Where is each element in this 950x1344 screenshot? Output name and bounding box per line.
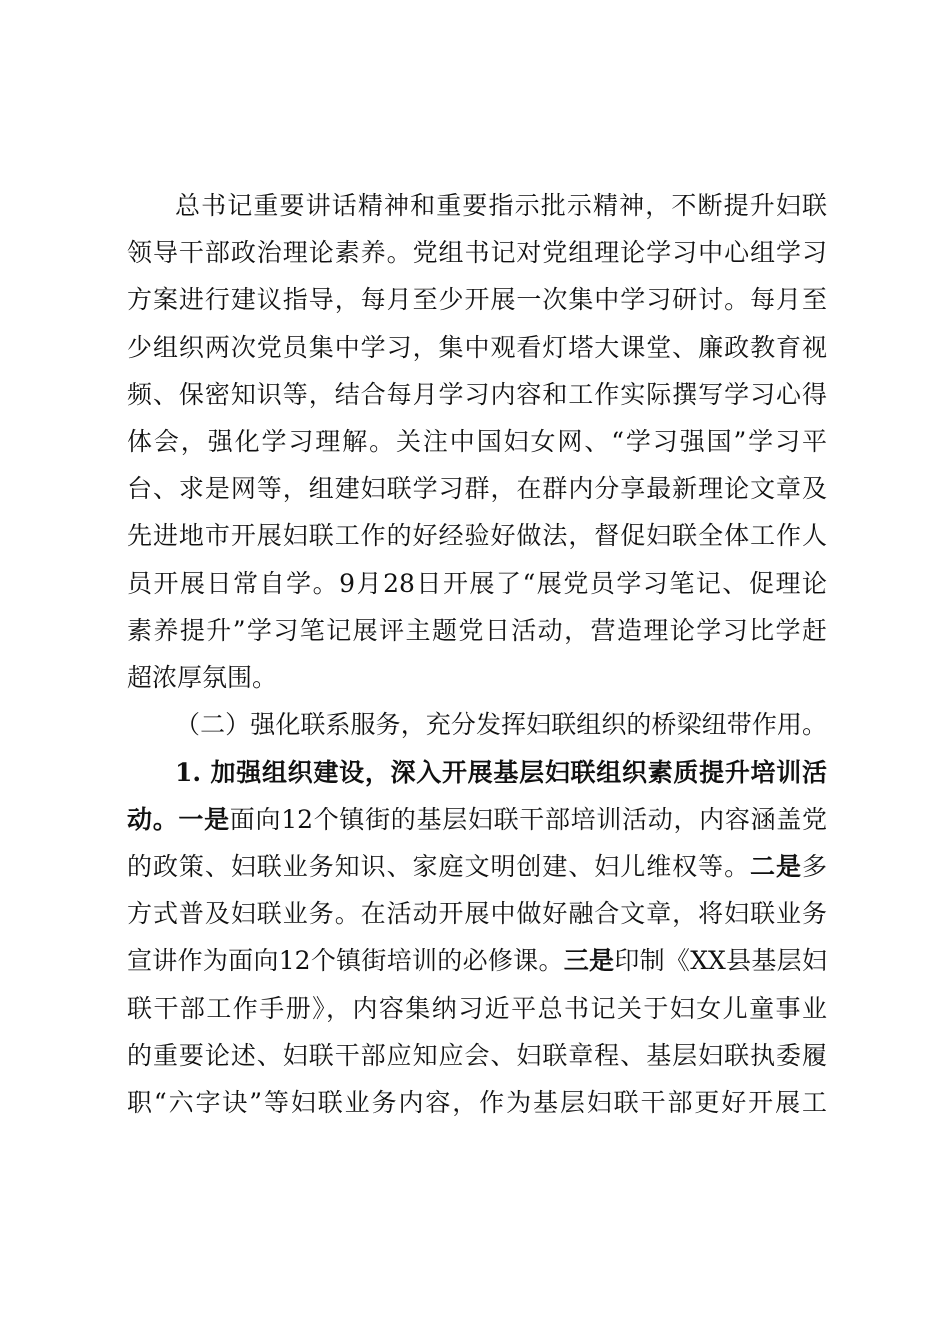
text-line: 总书记重要讲话精神和重要指示批示精神，不断提升妇联 — [175, 191, 827, 220]
text-run: 的政策、妇联业务知识、家庭文明创建、妇儿维权等。 — [127, 852, 751, 881]
text-line: 方案进行建议指导，每月至少开展一次集中学习研讨。每月至 — [127, 285, 827, 314]
text-line — [127, 938, 827, 984]
text-line — [127, 844, 827, 890]
text-run: 印制《XX县基层妇 — [614, 946, 827, 975]
text-line — [127, 797, 827, 843]
text-line: 频、保密知识等，结合每月学习内容和工作实际撰写学习心得 — [127, 380, 827, 409]
bold-run: 动。一是 — [127, 805, 230, 834]
text-line: 的重要论述、妇联干部应知应会、妇联章程、基层妇联执委履 — [127, 1041, 827, 1070]
text-line: 体会，强化学习理解。关注中国妇女网、“学习强国”学习平 — [127, 427, 827, 456]
text-run: 多 — [801, 852, 827, 881]
text-line: 职“六字诀”等妇联业务内容，作为基层妇联干部更好开展工 — [127, 1088, 827, 1117]
text-line: 联干部工作手册》，内容集纳习近平总书记关于妇女儿童事业 — [127, 994, 827, 1023]
text-run: 宣讲作为面向12个镇街培训的必修课。 — [127, 946, 564, 975]
text-line: 员开展日常自学。9月28日开展了“展党员学习笔记、促理论 — [127, 569, 827, 598]
text-run: 面向12个镇街的基层妇联干部培训活动，内容涵盖党 — [229, 805, 827, 834]
section-heading: （二）强化联系服务，充分发挥妇联组织的桥梁纽带作用。 — [175, 710, 827, 739]
text-line: 少组织两次党员集中学习，集中观看灯塔大课堂、廉政教育视 — [127, 333, 827, 362]
bold-run: 二是 — [750, 852, 802, 881]
bold-run: 三是 — [563, 946, 615, 975]
text-line: 超浓厚氛围。 — [127, 663, 278, 692]
text-line: 素养提升”学习笔记展评主题党日活动，营造理论学习比学赶 — [127, 616, 827, 645]
text-line: 台、求是网等，组建妇联学习群，在群内分享最新理论文章及 — [127, 474, 827, 503]
subheading: 1. 加强组织建设，深入开展基层妇联组织素质提升培训活 — [175, 758, 827, 787]
text-line: 先进地市开展妇联工作的好经验好做法，督促妇联全体工作人 — [127, 521, 827, 550]
text-line: 方式普及妇联业务。在活动开展中做好融合文章，将妇联业务 — [127, 899, 827, 928]
text-line: 领导干部政治理论素养。党组书记对党组理论学习中心组学习 — [127, 238, 827, 267]
